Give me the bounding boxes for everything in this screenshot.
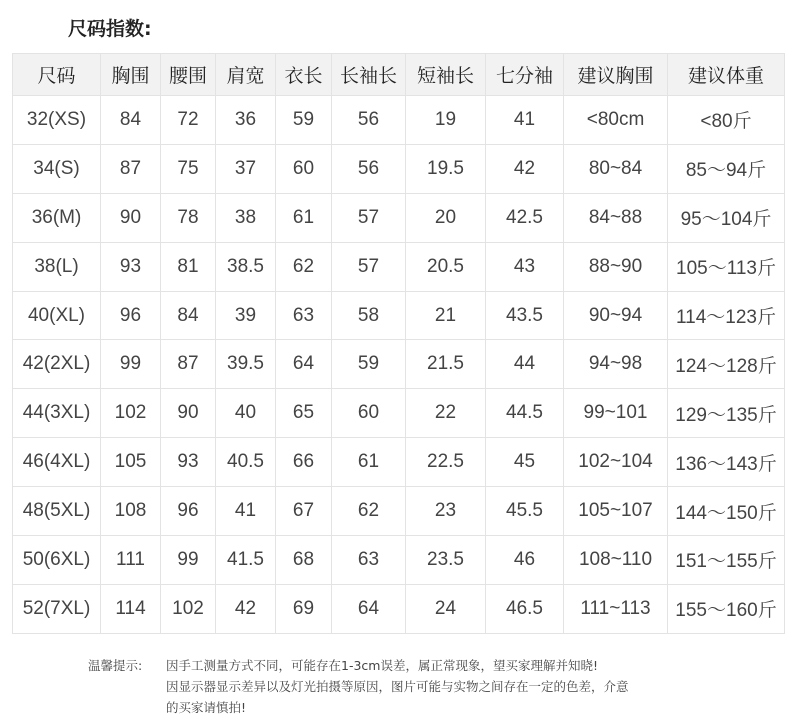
table-cell: 40.5 (216, 438, 276, 487)
table-header-row (13, 54, 785, 96)
table-cell: 46 (486, 536, 564, 585)
table-cell: 80~84 (564, 144, 668, 193)
table-cell: 84~88 (564, 193, 668, 242)
table-cell: 105 (101, 438, 161, 487)
table-cell: 62 (332, 487, 406, 536)
table-cell: <80cm (564, 96, 668, 145)
size-cell: 36(M) (13, 193, 101, 242)
table-body (13, 96, 785, 634)
table-cell: 102 (161, 584, 216, 633)
table-row (13, 193, 785, 242)
table-cell: 114～123斤 (668, 291, 785, 340)
table-cell: 96 (161, 487, 216, 536)
table-cell: 45.5 (486, 487, 564, 536)
table-cell: 99 (101, 340, 161, 389)
table-cell: 39 (216, 291, 276, 340)
column-header: 腰围 (161, 54, 216, 96)
table-cell: 23 (406, 487, 486, 536)
table-cell: 36 (216, 96, 276, 145)
table-cell: 21.5 (406, 340, 486, 389)
table-cell: 124～128斤 (668, 340, 785, 389)
table-cell: 102 (101, 389, 161, 438)
table-cell: 57 (332, 193, 406, 242)
table-cell: 84 (101, 96, 161, 145)
table-cell: 45 (486, 438, 564, 487)
table-cell: 57 (332, 242, 406, 291)
table-row (13, 291, 785, 340)
table-cell: 67 (276, 487, 332, 536)
size-cell: 34(S) (13, 144, 101, 193)
table-cell: 21 (406, 291, 486, 340)
table-cell: 38 (216, 193, 276, 242)
table-cell: 23.5 (406, 536, 486, 585)
table-cell: <80斤 (668, 96, 785, 145)
table-cell: 60 (332, 389, 406, 438)
table-cell: 105～113斤 (668, 242, 785, 291)
table-cell: 93 (161, 438, 216, 487)
table-cell: 155～160斤 (668, 584, 785, 633)
table-cell: 87 (101, 144, 161, 193)
table-cell: 59 (276, 96, 332, 145)
table-cell: 60 (276, 144, 332, 193)
table-cell: 46.5 (486, 584, 564, 633)
table-cell: 94~98 (564, 340, 668, 389)
table-cell: 41 (216, 487, 276, 536)
table-row (13, 389, 785, 438)
table-row (13, 584, 785, 633)
table-cell: 90 (161, 389, 216, 438)
table-cell: 38.5 (216, 242, 276, 291)
table-cell: 42 (486, 144, 564, 193)
table-cell: 129～135斤 (668, 389, 785, 438)
table-cell: 87 (161, 340, 216, 389)
column-header: 尺码 (13, 54, 101, 96)
table-cell: 68 (276, 536, 332, 585)
size-cell: 40(XL) (13, 291, 101, 340)
table-cell: 151～155斤 (668, 536, 785, 585)
table-cell: 69 (276, 584, 332, 633)
table-cell: 63 (276, 291, 332, 340)
table-cell: 61 (276, 193, 332, 242)
size-cell: 46(4XL) (13, 438, 101, 487)
column-header: 衣长 (276, 54, 332, 96)
table-cell: 43 (486, 242, 564, 291)
table-row (13, 144, 785, 193)
table-cell: 61 (332, 438, 406, 487)
table-cell: 40 (216, 389, 276, 438)
table-cell: 84 (161, 291, 216, 340)
table-cell: 95～104斤 (668, 193, 785, 242)
column-header: 建议体重 (668, 54, 785, 96)
table-cell: 42 (216, 584, 276, 633)
size-cell: 32(XS) (13, 96, 101, 145)
table-cell: 72 (161, 96, 216, 145)
table-cell: 64 (332, 584, 406, 633)
table-cell: 108~110 (564, 536, 668, 585)
size-cell: 48(5XL) (13, 487, 101, 536)
table-cell: 75 (161, 144, 216, 193)
table-cell: 144～150斤 (668, 487, 785, 536)
size-cell: 50(6XL) (13, 536, 101, 585)
size-cell: 44(3XL) (13, 389, 101, 438)
table-cell: 88~90 (564, 242, 668, 291)
table-cell: 114 (101, 584, 161, 633)
table-cell: 96 (101, 291, 161, 340)
column-header: 七分袖 (486, 54, 564, 96)
table-cell: 56 (332, 96, 406, 145)
table-cell: 111 (101, 536, 161, 585)
size-cell: 38(L) (13, 242, 101, 291)
table-cell: 90 (101, 193, 161, 242)
table-cell: 19 (406, 96, 486, 145)
table-cell: 99~101 (564, 389, 668, 438)
page-title: 尺码指数: (68, 18, 152, 40)
table-cell: 90~94 (564, 291, 668, 340)
table-cell: 43.5 (486, 291, 564, 340)
size-cell: 52(7XL) (13, 584, 101, 633)
table-cell: 37 (216, 144, 276, 193)
column-header: 短袖长 (406, 54, 486, 96)
table-row (13, 487, 785, 536)
table-row (13, 536, 785, 585)
table-cell: 111~113 (564, 584, 668, 633)
table-cell: 102~104 (564, 438, 668, 487)
table-cell: 20 (406, 193, 486, 242)
column-header: 长袖长 (332, 54, 406, 96)
table-row (13, 242, 785, 291)
table-cell: 99 (161, 536, 216, 585)
table-cell: 44.5 (486, 389, 564, 438)
table-cell: 63 (332, 536, 406, 585)
notice-label: 温馨提示: (88, 658, 143, 673)
table-cell: 108 (101, 487, 161, 536)
size-cell: 42(2XL) (13, 340, 101, 389)
table-cell: 20.5 (406, 242, 486, 291)
table-cell: 93 (101, 242, 161, 291)
table-cell: 19.5 (406, 144, 486, 193)
table-cell: 24 (406, 584, 486, 633)
notice-line: 因显示器显示差异以及灯光拍摄等原因，图片可能与实物之间存在一定的色差，介意 (166, 679, 629, 694)
table-cell: 22 (406, 389, 486, 438)
size-chart-table (12, 53, 785, 634)
table-cell: 59 (332, 340, 406, 389)
table-row (13, 438, 785, 487)
table-cell: 41 (486, 96, 564, 145)
table-row (13, 340, 785, 389)
table-cell: 81 (161, 242, 216, 291)
table-cell: 44 (486, 340, 564, 389)
table-cell: 105~107 (564, 487, 668, 536)
column-header: 肩宽 (216, 54, 276, 96)
table-cell: 56 (332, 144, 406, 193)
notice (0, 655, 797, 718)
table-cell: 41.5 (216, 536, 276, 585)
notice-line: 因手工测量方式不同，可能存在1-3cm误差，属正常现象，望买家理解并知晓! (166, 658, 598, 673)
notice-line: 的买家请慎拍! (166, 700, 247, 715)
table-cell: 42.5 (486, 193, 564, 242)
table-cell: 58 (332, 291, 406, 340)
table-cell: 65 (276, 389, 332, 438)
column-header: 胸围 (101, 54, 161, 96)
table-cell: 136～143斤 (668, 438, 785, 487)
table-cell: 66 (276, 438, 332, 487)
table-cell: 22.5 (406, 438, 486, 487)
table-cell: 64 (276, 340, 332, 389)
table-cell: 85～94斤 (668, 144, 785, 193)
column-header: 建议胸围 (564, 54, 668, 96)
table-cell: 62 (276, 242, 332, 291)
table-cell: 78 (161, 193, 216, 242)
table-cell: 39.5 (216, 340, 276, 389)
table-row (13, 96, 785, 145)
